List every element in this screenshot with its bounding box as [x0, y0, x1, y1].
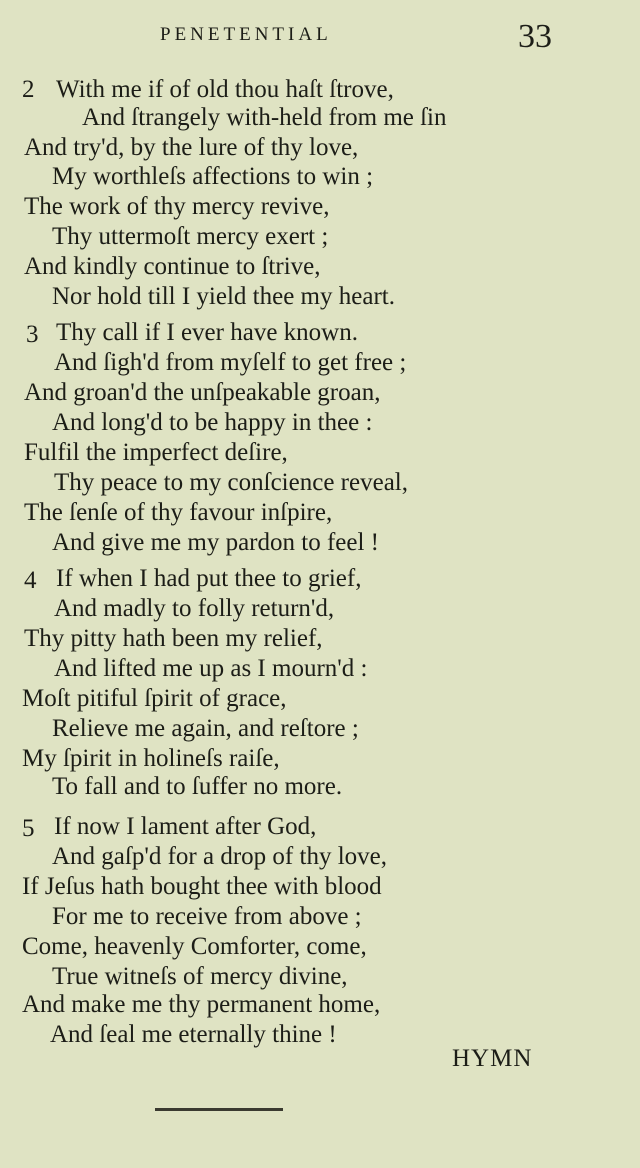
- verse-line: And ſtrangely with-held from me ſin: [82, 104, 447, 131]
- page-number: 33: [518, 18, 552, 55]
- verse-line: Thy call if I ever have known.: [56, 319, 358, 346]
- catchword: HYMN: [452, 1045, 533, 1072]
- verse-line: And groan'd the unſpeakable groan,: [24, 379, 381, 406]
- verse-line: Come, heavenly Comforter, come,: [22, 933, 367, 960]
- verse-line: And lifted me up as I mourn'd :: [54, 655, 368, 682]
- verse-line: Relieve me again, and reſtore ;: [52, 715, 359, 742]
- verse-line: Fulfil the imperfect deſire,: [24, 439, 288, 466]
- verse-line: If Jeſus hath bought thee with blood: [22, 873, 382, 900]
- verse-line: And madly to folly return'd,: [54, 595, 335, 622]
- verse-line: Thy pitty hath been my relief,: [24, 625, 323, 652]
- verse-line: And try'd, by the lure of thy love,: [24, 134, 359, 161]
- verse-number: 3: [26, 321, 39, 348]
- verse-number: 2: [22, 76, 35, 103]
- verse-line: For me to receive from above ;: [52, 903, 362, 930]
- verse-line: And kindly continue to ſtrive,: [24, 253, 321, 280]
- verse-line: Moſt pitiful ſpirit of grace,: [22, 685, 287, 712]
- verse-line: Nor hold till I yield thee my heart.: [52, 283, 395, 310]
- verse-line: And make me thy permanent home,: [22, 991, 381, 1018]
- verse-line: To fall and to ſuffer no more.: [52, 773, 343, 800]
- verse-line: And ſigh'd from myſelf to get free ;: [54, 349, 407, 376]
- verse-number: 4: [24, 567, 37, 594]
- verse-line: My ſpirit in holineſs raiſe,: [22, 745, 280, 772]
- verse-line: Thy uttermoſt mercy exert ;: [52, 223, 329, 250]
- verse-line: And ſeal me eternally thine !: [50, 1021, 337, 1048]
- verse-line: The work of thy mercy revive,: [24, 193, 330, 220]
- verse-line: And long'd to be happy in thee :: [52, 409, 373, 436]
- verse-line: If now I lament after God,: [54, 813, 317, 840]
- verse-line: And give me my pardon to feel !: [52, 529, 379, 556]
- verse-line: And gaſp'd for a drop of thy love,: [52, 843, 387, 870]
- verse-line: Thy peace to my conſcience reveal,: [54, 469, 408, 496]
- verse-line: True witneſs of mercy divine,: [52, 963, 348, 990]
- verse-number: 5: [22, 815, 35, 842]
- end-rule: [155, 1108, 283, 1111]
- running-head: PENETENTIAL: [160, 24, 332, 45]
- verse-line: My worthleſs affections to win ;: [52, 163, 374, 190]
- verse-line: The ſenſe of thy favour inſpire,: [24, 499, 333, 526]
- verse-line: If when I had put thee to grief,: [56, 565, 362, 592]
- page-header: [0, 18, 640, 58]
- verse-line: With me if of old thou haſt ſtrove,: [56, 76, 394, 103]
